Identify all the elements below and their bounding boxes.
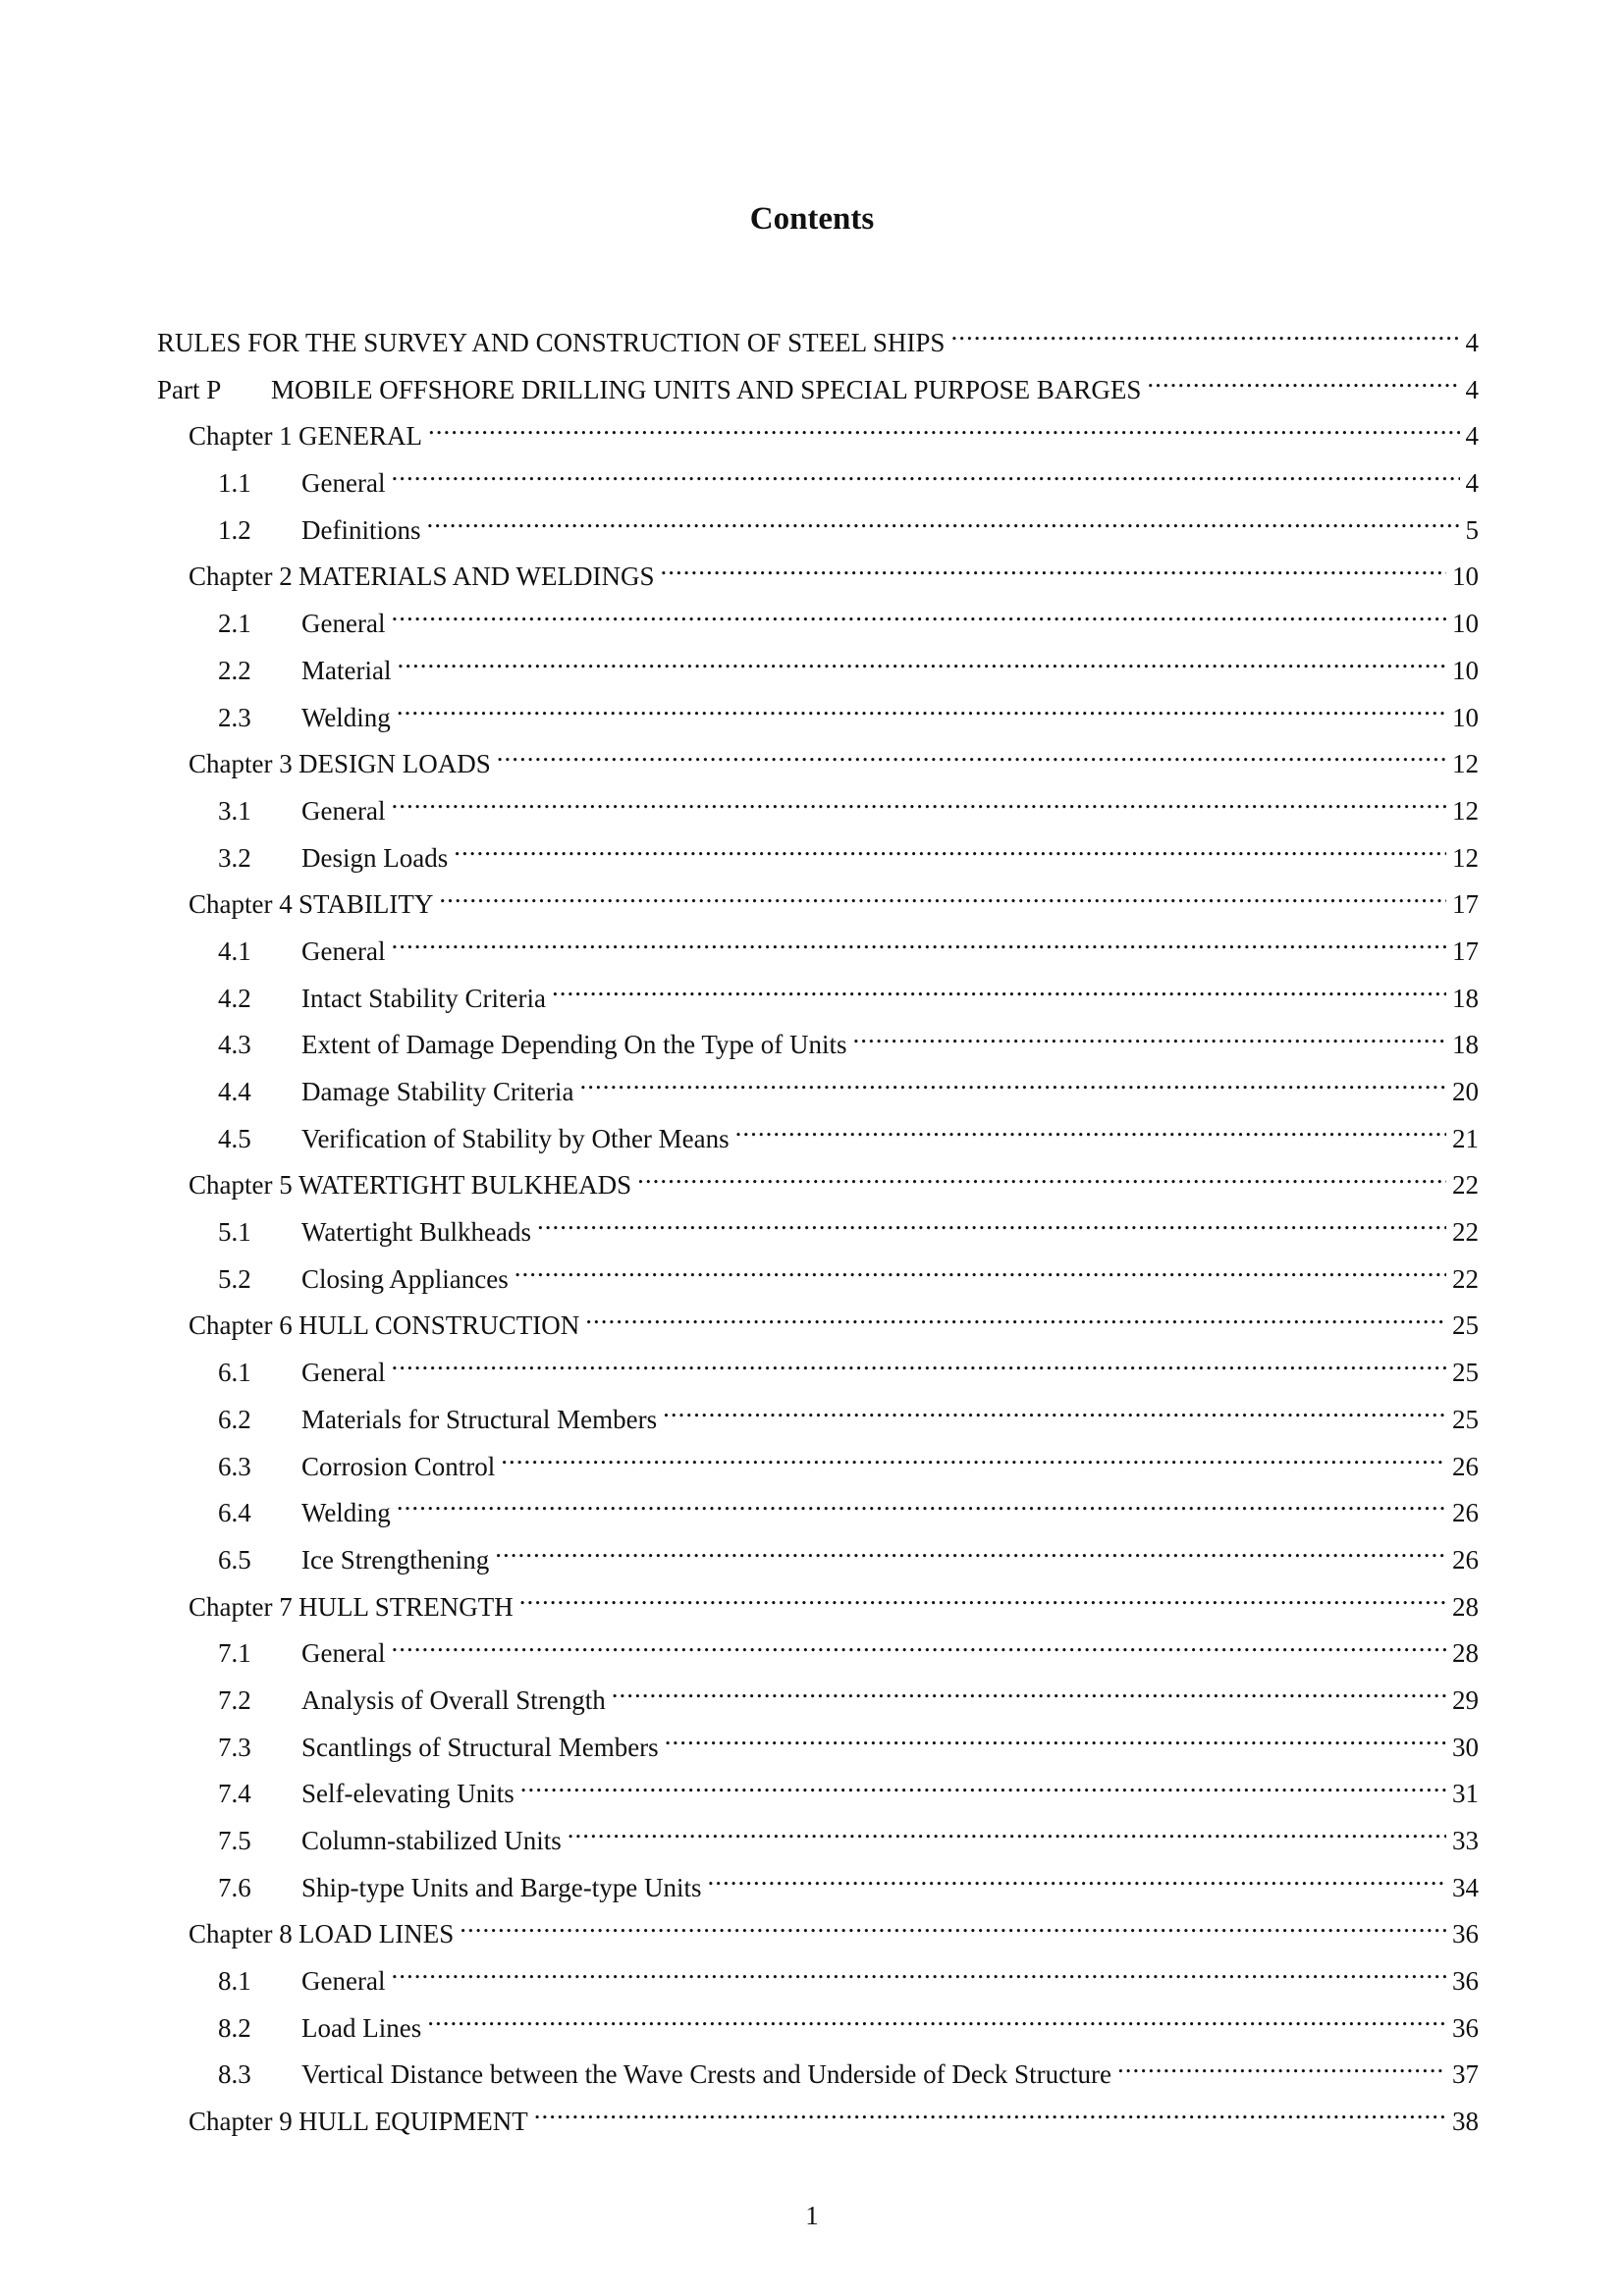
toc-entry-number: Chapter 6: [189, 1310, 293, 1341]
dot-leader: [501, 1449, 1446, 1475]
toc-entry-page: 36: [1452, 1966, 1479, 1997]
toc-entry-number: 1.2: [218, 514, 251, 545]
toc-entry-title: Watertight Bulkheads: [301, 1217, 532, 1248]
toc-entry-title: GENERAL: [298, 421, 422, 452]
toc-entry-title: MATERIALS AND WELDINGS: [298, 561, 655, 592]
toc-entry-page: 28: [1452, 1591, 1479, 1622]
toc-entry-page: 4: [1465, 468, 1479, 499]
toc-entry-page: 26: [1452, 1498, 1479, 1528]
toc-entry-title: Material: [301, 655, 392, 685]
toc-entry-title: Design Loads: [301, 842, 449, 873]
toc-entry[interactable]: [157, 2005, 1479, 2053]
dot-leader: [460, 1916, 1446, 1943]
toc-entry[interactable]: [157, 1116, 1479, 1163]
toc-entry-title: LOAD LINES: [298, 1919, 455, 1949]
dot-leader: [391, 934, 1446, 960]
toc-entry-number: 8.2: [218, 2012, 251, 2043]
dot-leader: [397, 700, 1446, 726]
toc-entry-page: 4: [1465, 328, 1479, 357]
toc-entry-number: 8.1: [218, 1966, 251, 1997]
toc-entry[interactable]: [157, 1678, 1479, 1725]
toc-entry-number: Chapter 3: [189, 749, 293, 779]
dot-leader: [391, 606, 1446, 632]
toc-entry-page: 12: [1452, 749, 1479, 779]
toc-entry-page: 4: [1465, 374, 1479, 404]
toc-entry[interactable]: [157, 1818, 1479, 1865]
dot-leader: [428, 418, 1460, 445]
toc-entry-number: Chapter 7: [189, 1591, 293, 1622]
dot-leader: [391, 793, 1446, 820]
toc-entry-number: 2.3: [218, 702, 251, 732]
dot-leader: [852, 1027, 1446, 1053]
dot-leader: [552, 981, 1446, 1007]
toc-entry-number: 3.1: [218, 795, 251, 826]
toc-entry-page: 10: [1452, 702, 1479, 732]
toc-entry-number: Chapter 2: [189, 561, 293, 592]
toc-entry[interactable]: [157, 1303, 1479, 1350]
toc-entry[interactable]: [157, 1911, 1479, 1958]
toc-entry-title: Corrosion Control: [301, 1451, 496, 1481]
toc-entry-title: Scantlings of Structural Members: [301, 1732, 659, 1762]
toc-entry-page: 5: [1465, 514, 1479, 545]
toc-entry-page: 36: [1452, 1919, 1479, 1949]
toc-entry-page: 30: [1452, 1732, 1479, 1762]
toc-entry[interactable]: [157, 1630, 1479, 1678]
toc-entry-number: Chapter 9: [189, 2107, 293, 2137]
toc-entry-page: 17: [1452, 935, 1479, 966]
toc-entry[interactable]: [157, 881, 1479, 929]
toc-entry[interactable]: [157, 320, 1479, 367]
toc-entry-number: Chapter 4: [189, 889, 293, 920]
toc-entry-page: 26: [1452, 1451, 1479, 1481]
toc-entry[interactable]: [157, 788, 1479, 835]
toc-entry[interactable]: [157, 1256, 1479, 1304]
toc-entry-number: 4.3: [218, 1030, 251, 1060]
toc-entry-number: 3.2: [218, 842, 251, 873]
toc-entry-number: 2.2: [218, 655, 251, 685]
dot-leader: [520, 1776, 1446, 1802]
toc-entry-page: 22: [1452, 1263, 1479, 1294]
toc-entry[interactable]: [157, 1162, 1479, 1209]
toc-entry-title: STABILITY: [298, 889, 434, 920]
toc-entry-title: MOBILE OFFSHORE DRILLING UNITS AND SPECIAL PURPOSE BARGES: [271, 374, 1142, 404]
toc-entry-number: 4.5: [218, 1123, 251, 1153]
toc-entry-page: 12: [1452, 795, 1479, 826]
toc-entry-title: Ship-type Units and Barge-type Units: [301, 1872, 702, 1902]
toc-entry[interactable]: [157, 1397, 1479, 1444]
toc-entry-title: General: [301, 1966, 386, 1997]
toc-entry[interactable]: [157, 1069, 1479, 1116]
toc-entry-page: 18: [1452, 983, 1479, 1013]
toc-entry-number: 6.1: [218, 1358, 251, 1388]
page-number: 1: [805, 2201, 819, 2230]
toc-entry-title: Load Lines: [301, 2012, 422, 2043]
toc-entry-title: Self-elevating Units: [301, 1779, 514, 1809]
dot-leader: [663, 1402, 1446, 1428]
toc-entry[interactable]: [157, 1537, 1479, 1584]
toc-entry-title: Definitions: [301, 514, 421, 545]
toc-entry-title: General: [301, 1638, 386, 1669]
toc-entry[interactable]: [157, 1865, 1479, 1912]
toc-entry-page: 17: [1452, 889, 1479, 920]
toc-entry-number: 4.4: [218, 1077, 251, 1106]
dot-leader: [427, 2010, 1446, 2037]
toc-entry-title: Extent of Damage Depending On the Type of Units: [301, 1030, 847, 1060]
toc-entry-page: 18: [1452, 1030, 1479, 1060]
toc-entry[interactable]: [157, 1771, 1479, 1818]
dot-leader: [439, 886, 1446, 913]
toc-entry-title: Column-stabilized Units: [301, 1826, 562, 1855]
toc-entry-title: HULL EQUIPMENT: [298, 2107, 528, 2137]
toc-entry-title: General: [301, 609, 386, 639]
dot-leader: [735, 1121, 1446, 1148]
toc-entry-page: 29: [1452, 1684, 1479, 1715]
dot-leader: [661, 559, 1447, 585]
toc-entry-page: 34: [1452, 1872, 1479, 1902]
toc-entry-title: RULES FOR THE SURVEY AND CONSTRUCTION OF STEEL SHIPS: [157, 328, 946, 357]
dot-leader: [665, 1730, 1446, 1756]
toc-entry[interactable]: [157, 929, 1479, 976]
table-of-contents: [157, 320, 1479, 2146]
toc-entry-page: 22: [1452, 1217, 1479, 1248]
toc-entry[interactable]: [157, 1209, 1479, 1256]
dot-leader: [454, 840, 1446, 867]
toc-entry[interactable]: [157, 1022, 1479, 1069]
toc-entry-number: 8.3: [218, 2059, 251, 2090]
toc-entry[interactable]: [157, 1725, 1479, 1772]
dot-leader: [514, 1261, 1446, 1288]
toc-entry[interactable]: [157, 695, 1479, 742]
toc-entry-number: 7.5: [218, 1826, 251, 1855]
toc-entry-number: 4.2: [218, 983, 251, 1013]
toc-entry-number: 7.1: [218, 1638, 251, 1669]
dot-leader: [497, 746, 1446, 773]
toc-entry-number: 5.1: [218, 1217, 251, 1248]
dot-leader: [391, 1635, 1446, 1662]
toc-entry-page: 31: [1452, 1779, 1479, 1809]
toc-entry-title: General: [301, 795, 386, 826]
toc-entry-page: 33: [1452, 1826, 1479, 1855]
toc-entry-title: Materials for Structural Members: [301, 1404, 658, 1434]
dot-leader: [612, 1682, 1446, 1709]
dot-leader: [537, 1214, 1446, 1241]
toc-entry-number: 6.5: [218, 1544, 251, 1575]
toc-entry-number: 7.2: [218, 1684, 251, 1715]
dot-leader: [397, 1495, 1446, 1522]
toc-entry-title: Ice Strengthening: [301, 1544, 490, 1575]
toc-entry[interactable]: [157, 507, 1479, 555]
toc-entry[interactable]: [157, 976, 1479, 1023]
dot-leader: [397, 653, 1446, 679]
toc-entry-page: 37: [1452, 2059, 1479, 2090]
toc-entry[interactable]: [157, 1490, 1479, 1537]
toc-entry-page: 10: [1452, 561, 1479, 592]
toc-entry-page: 10: [1452, 609, 1479, 639]
toc-entry-number: Chapter 5: [189, 1170, 293, 1201]
toc-entry-page: 22: [1452, 1170, 1479, 1201]
toc-entry[interactable]: [157, 1958, 1479, 2005]
toc-entry-title: Welding: [301, 1498, 391, 1528]
toc-entry-number: 5.2: [218, 1263, 251, 1294]
toc-entry[interactable]: [157, 460, 1479, 507]
toc-entry[interactable]: [157, 413, 1479, 460]
toc-entry[interactable]: [157, 2099, 1479, 2146]
toc-entry-title: General: [301, 1358, 386, 1388]
page-title: Contents: [749, 201, 875, 237]
toc-entry[interactable]: [157, 601, 1479, 648]
toc-entry-title: WATERTIGHT BULKHEADS: [298, 1170, 632, 1201]
toc-entry-title: Vertical Distance between the Wave Crests and Underside of Deck Structure: [301, 2059, 1112, 2090]
toc-entry-title: Closing Appliances: [301, 1263, 509, 1294]
toc-entry-number: 6.3: [218, 1451, 251, 1481]
toc-entry[interactable]: [157, 554, 1479, 601]
toc-entry[interactable]: [157, 2052, 1479, 2099]
toc-entry-page: 4: [1465, 421, 1479, 452]
toc-entry-page: 12: [1452, 842, 1479, 873]
toc-entry-title: HULL CONSTRUCTION: [298, 1310, 580, 1341]
dot-leader: [391, 465, 1459, 492]
toc-entry-number: Chapter 8: [189, 1919, 293, 1949]
toc-entry[interactable]: [157, 835, 1479, 882]
dot-leader: [519, 1589, 1446, 1616]
toc-entry-title: Damage Stability Criteria: [301, 1077, 574, 1106]
dot-leader: [427, 512, 1460, 539]
toc-entry-page: 21: [1452, 1123, 1479, 1153]
toc-entry-title: HULL STRENGTH: [298, 1591, 514, 1622]
dot-leader: [568, 1823, 1446, 1849]
toc-entry[interactable]: [157, 1584, 1479, 1631]
dot-leader: [707, 1870, 1446, 1896]
toc-entry-title: DESIGN LOADS: [298, 749, 491, 779]
toc-entry-page: 25: [1452, 1358, 1479, 1388]
dot-leader: [534, 2104, 1446, 2130]
dot-leader: [637, 1167, 1446, 1194]
dot-leader: [391, 1355, 1446, 1381]
toc-entry[interactable]: [157, 1444, 1479, 1491]
toc-entry-page: 10: [1452, 655, 1479, 685]
toc-entry-number: 7.4: [218, 1779, 251, 1809]
dot-leader: [579, 1074, 1446, 1100]
toc-entry-number: 6.2: [218, 1404, 251, 1434]
toc-entry[interactable]: [157, 648, 1479, 695]
toc-entry-number: Part P: [157, 374, 222, 404]
toc-entry-number: Chapter 1: [189, 421, 293, 452]
toc-entry-page: 26: [1452, 1544, 1479, 1575]
toc-entry-page: 25: [1452, 1310, 1479, 1341]
toc-entry-number: 6.4: [218, 1498, 251, 1528]
toc-entry[interactable]: [157, 1350, 1479, 1397]
toc-entry-title: General: [301, 935, 386, 966]
toc-entry-number: 4.1: [218, 935, 251, 966]
dot-leader: [495, 1542, 1446, 1569]
toc-entry-title: Analysis of Overall Strength: [301, 1684, 606, 1715]
toc-entry-title: Welding: [301, 702, 391, 732]
toc-entry-title: Verification of Stability by Other Means: [301, 1123, 730, 1153]
dot-leader: [1147, 372, 1459, 399]
toc-entry-number: 7.6: [218, 1872, 251, 1902]
dot-leader: [950, 325, 1459, 351]
toc-entry-page: 36: [1452, 2012, 1479, 2043]
toc-entry-number: 7.3: [218, 1732, 251, 1762]
toc-entry-page: 28: [1452, 1638, 1479, 1669]
toc-entry[interactable]: [157, 367, 1479, 414]
toc-entry-title: Intact Stability Criteria: [301, 983, 546, 1013]
toc-entry-page: 20: [1452, 1077, 1479, 1106]
dot-leader: [1117, 2056, 1446, 2083]
toc-entry[interactable]: [157, 741, 1479, 788]
toc-entry-number: 2.1: [218, 609, 251, 639]
dot-leader: [391, 1963, 1446, 1990]
toc-entry-page: 38: [1452, 2107, 1479, 2137]
toc-entry-title: General: [301, 468, 386, 499]
toc-entry-number: 1.1: [218, 468, 251, 499]
toc-entry-page: 25: [1452, 1404, 1479, 1434]
dot-leader: [585, 1308, 1446, 1334]
